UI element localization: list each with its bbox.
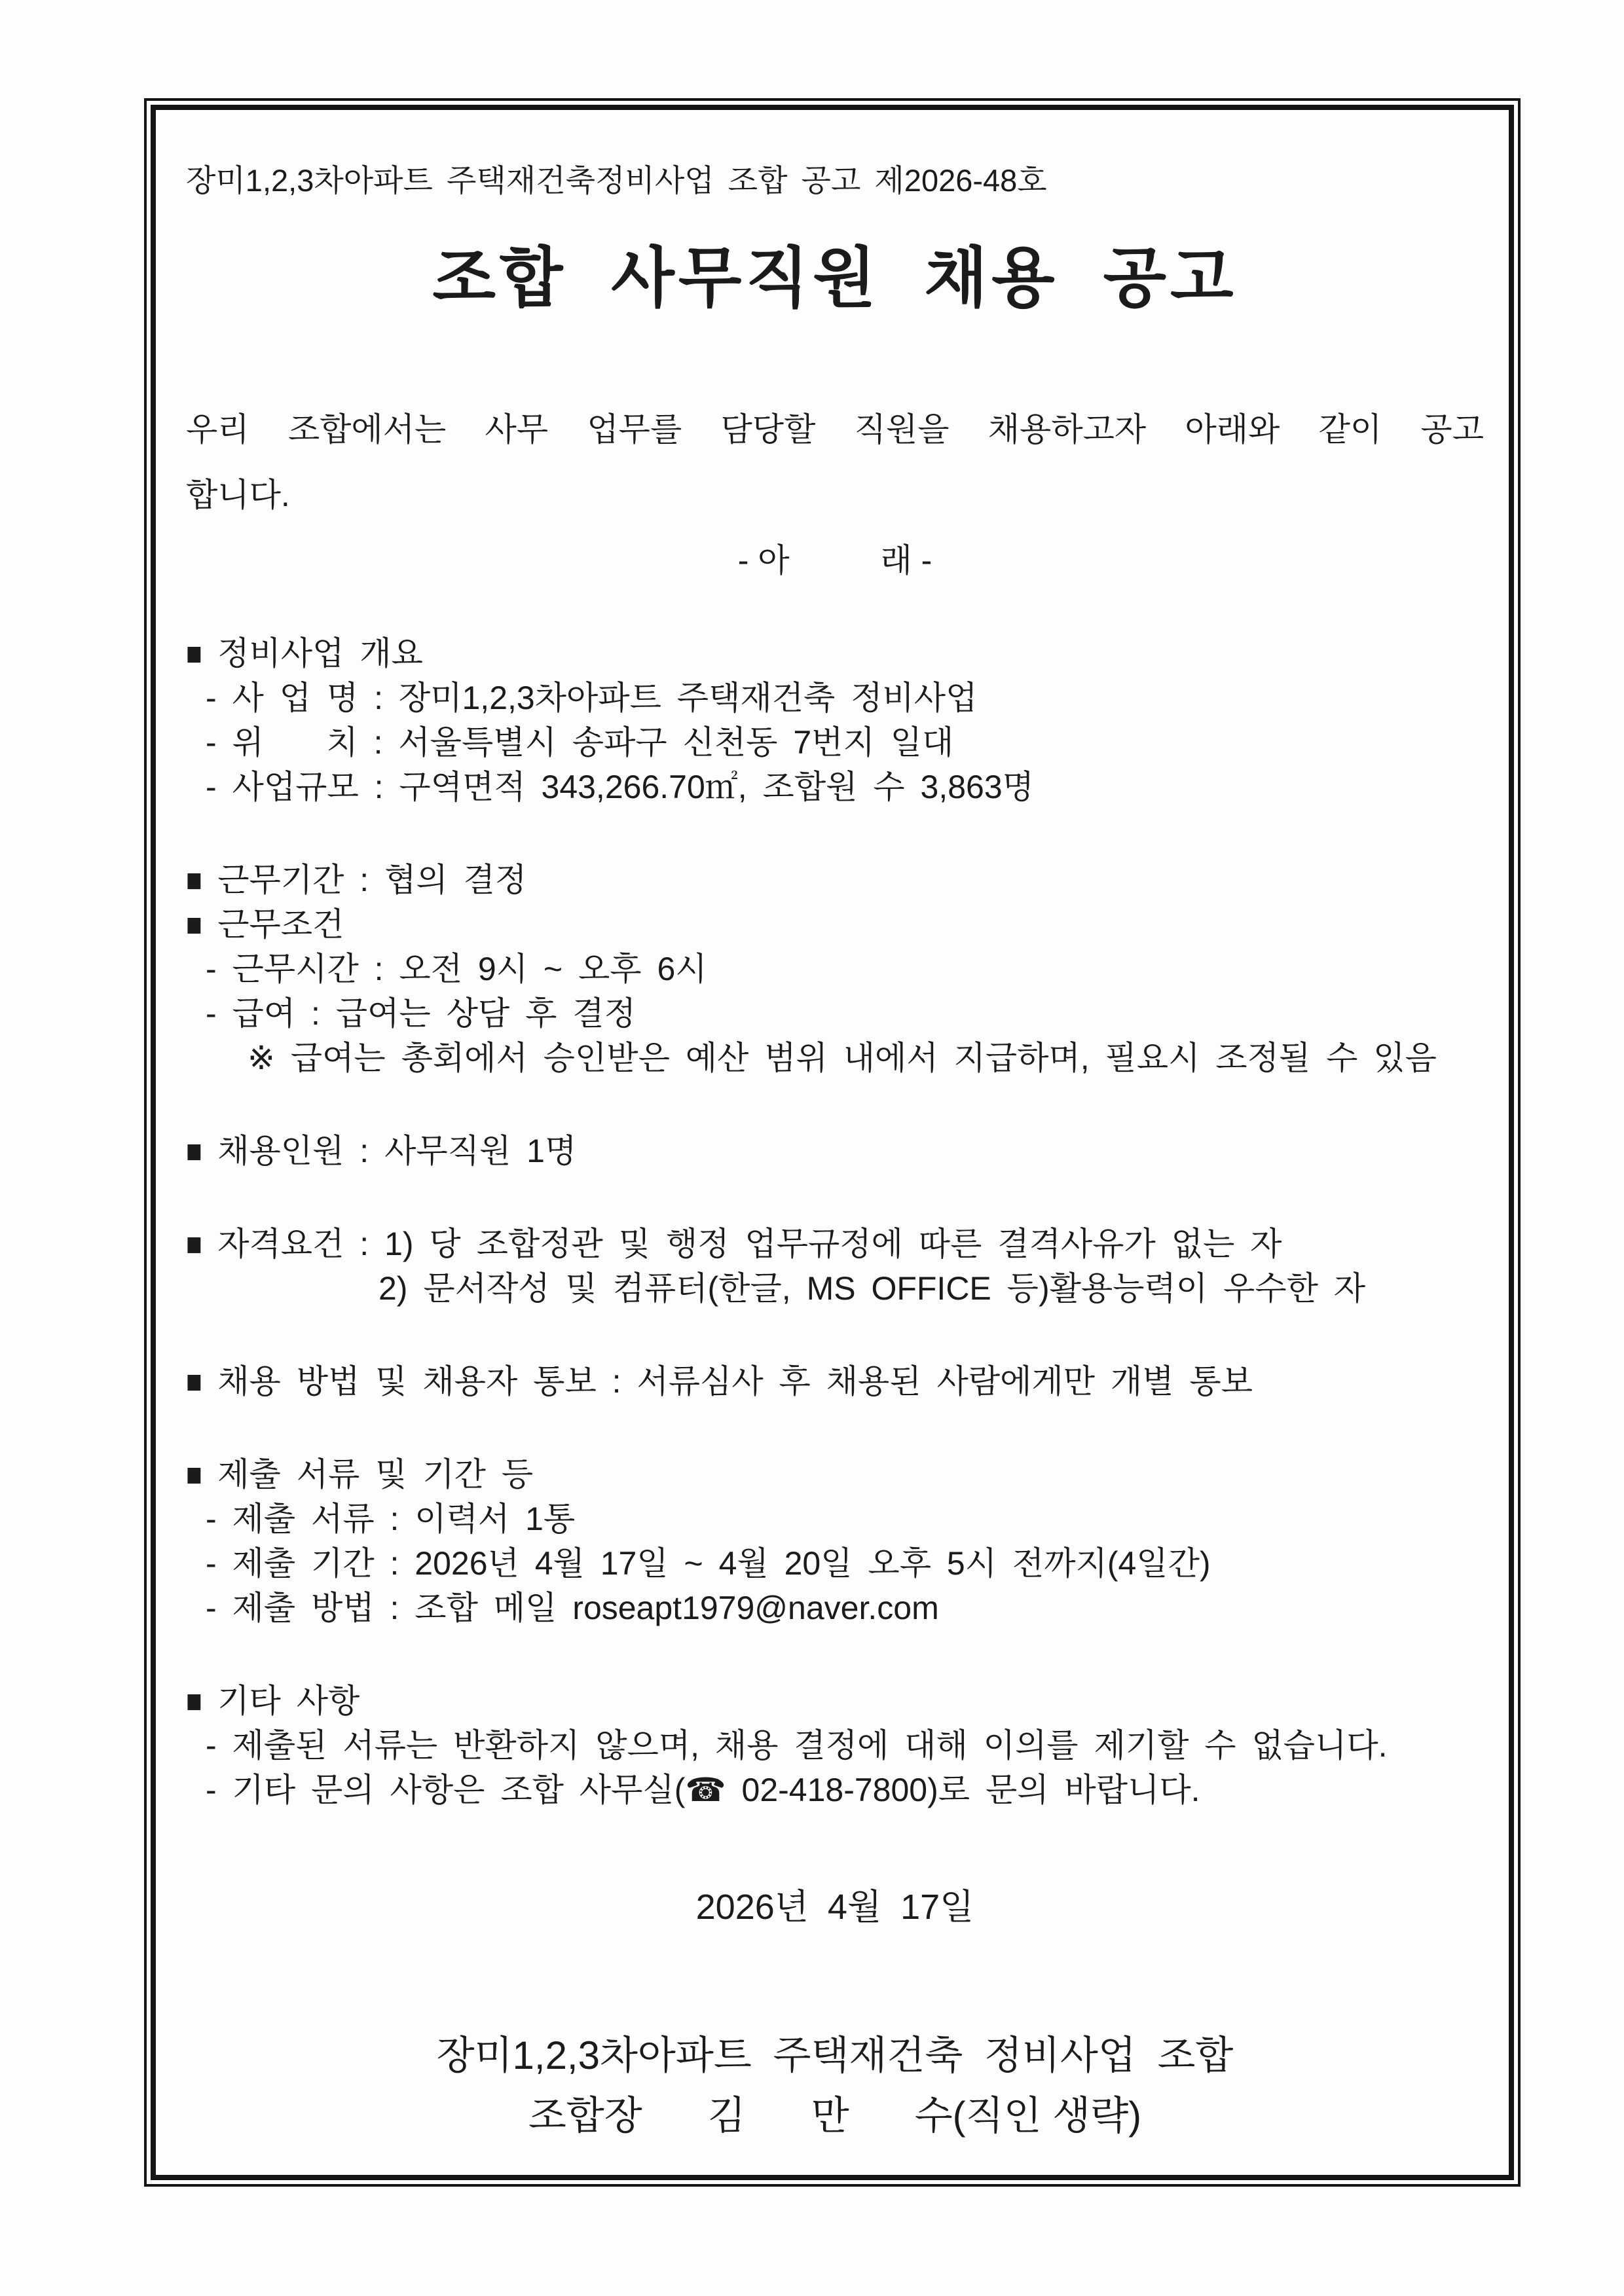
square-bullet-icon: ■	[186, 862, 202, 898]
sections	[186, 631, 1484, 1812]
section-heading-text: 제출 서류 및 기간 등	[217, 1456, 534, 1493]
outer-border-frame	[144, 98, 1521, 2187]
below-divider: - 아 래 -	[737, 542, 932, 579]
square-bullet-icon: ■	[186, 635, 202, 672]
section-headcount	[186, 1129, 1484, 1173]
section-heading-text: 근무기간 : 협의 결정	[217, 862, 527, 898]
page-title: 조합 사무직원 채용 공고	[432, 242, 1238, 315]
intro-line-1: 우리 조합에서는 사무 업무를 담당할 직원을 채용하고자 아래와 같이 공고	[186, 411, 1484, 448]
square-bullet-icon: ■	[186, 1683, 202, 1719]
section-heading-text: 근무조건	[217, 906, 344, 943]
section-item: - 제출 기간 : 2026년 4월 17일 ~ 4월 20일 오후 5시 전까지(4일간)	[206, 1545, 1211, 1582]
section-heading	[186, 858, 1484, 902]
section-item: - 위 치 : 서울특별시 송파구 신천동 7번지 일대	[206, 724, 954, 761]
square-bullet-icon: ■	[186, 1226, 202, 1262]
organization-name: 장미1,2,3차아파트 주택재건축 정비사업 조합	[436, 2033, 1234, 2077]
section-project-overview	[186, 631, 1484, 809]
section-work-period	[186, 858, 1484, 902]
section-item: - 제출 방법 : 조합 메일 roseapt1979@naver.com	[206, 1590, 939, 1626]
section-item: 2) 문서작성 및 컴퓨터(한글, MS OFFICE 등)활용능력이 우수한 자	[378, 1270, 1366, 1307]
signer-line: 조합장 김 만 수(직인 생략)	[528, 2094, 1142, 2138]
section-heading-text: 기타 사항	[217, 1683, 360, 1719]
section-heading-text: 자격요건 : 1) 당 조합정관 및 행정 업무규정에 따른 결격사유가 없는 자	[217, 1226, 1282, 1262]
section-heading-text: 채용인원 : 사무직원 1명	[217, 1133, 577, 1169]
intro-paragraph	[186, 397, 1484, 528]
section-hiring-method	[186, 1359, 1484, 1404]
section-heading-text: 채용 방법 및 채용자 통보 : 서류심사 후 채용된 사람에게만 개별 통보	[217, 1363, 1253, 1400]
section-item-note: ※ 급여는 총회에서 승인받은 예산 범위 내에서 지급하며, 필요시 조정될 수 있음	[248, 1040, 1437, 1076]
inner-border-frame	[151, 105, 1514, 2180]
section-item: - 제출 서류 : 이력서 1통	[206, 1501, 576, 1537]
notice-date: 2026년 4월 17일	[695, 1887, 974, 1927]
section-submission	[186, 1452, 1484, 1630]
square-bullet-icon: ■	[186, 906, 202, 943]
section-misc	[186, 1679, 1484, 1812]
section-heading	[186, 1452, 1484, 1497]
square-bullet-icon: ■	[186, 1363, 202, 1400]
section-item: - 기타 문의 사항은 조합 사무실(☎ 02-418-7800)로 문의 바랍니다.	[206, 1772, 1200, 1808]
section-item: - 근무시간 : 오전 9시 ~ 오후 6시	[206, 951, 707, 987]
section-work-conditions	[186, 902, 1484, 1080]
section-qualifications	[186, 1222, 1484, 1311]
section-heading	[186, 1359, 1484, 1404]
section-heading	[186, 1129, 1484, 1173]
square-bullet-icon: ■	[186, 1456, 202, 1493]
section-heading	[186, 902, 1484, 947]
doc-number: 장미1,2,3차아파트 주택재건축정비사업 조합 공고 제2026-48호	[186, 163, 1047, 198]
section-heading-text: 정비사업 개요	[217, 635, 423, 672]
section-heading	[186, 1222, 1484, 1266]
intro-line-2: 합니다.	[186, 477, 290, 513]
section-item: - 사업규모 : 구역면적 343,266.70㎡, 조합원 수 3,863명	[206, 769, 1034, 805]
section-item: - 급여 : 급여는 상담 후 결정	[206, 995, 636, 1032]
section-item: - 사 업 명 : 장미1,2,3차아파트 주택재건축 정비사업	[206, 680, 978, 716]
section-heading	[186, 1679, 1484, 1723]
square-bullet-icon: ■	[186, 1133, 202, 1169]
section-heading	[186, 631, 1484, 676]
section-item: - 제출된 서류는 반환하지 않으며, 채용 결정에 대해 이의를 제기할 수 없습니다.	[206, 1727, 1388, 1764]
